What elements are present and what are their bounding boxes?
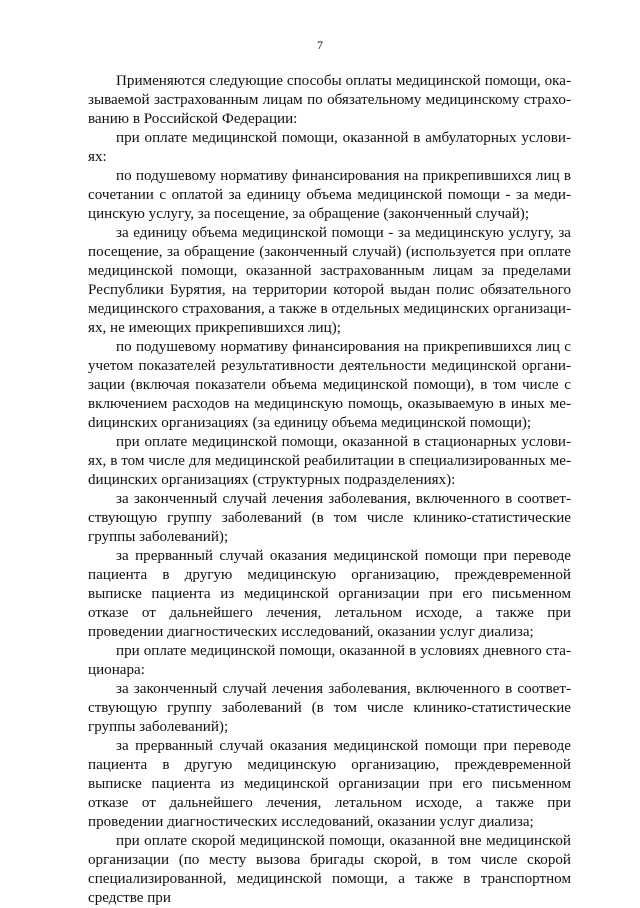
paragraph-day-hospital-interrupted-case: за прерванный случай оказания медицинской помощи при переводе пациента в другую медицинскую организацию, преждевременной выписке пациента из медицинской организации при его письменном отказе от дальнейшего лечения, летальном исходе, а также при проведении диагностических исследований, оказании услуг диализа; — [88, 738, 571, 830]
paragraph-inpatient-heading: при оплате медицинской помощи, оказанной в стационарных условиях, в том числе для медицинской реабилитации в специализированных меdицинских организациях (структурных подразделениях): — [88, 434, 571, 488]
paragraph-outpatient-heading: при оплате медицинской помощи, оказанной в амбулаторных условиях: — [88, 130, 571, 165]
paragraph-outpatient-per-capita-performance: по подушевому нормативу финансирования на прикрепившихся лиц с учетом показателей результативности деятельности медицинской организации (включая показатели объема медицинской помощи), в том числе с включением расходов на медицинскую помощь, оказываемую в иных меdицинских организациях (за единицу объема медицинской помощи); — [88, 339, 571, 431]
paragraph-outpatient-per-unit: за единицу объема медицинской помощи - за медицинскую услугу, за посещение, за обращение (законченный случай) (используется при оплате медицинской помощи, оказанной застрахованным лицам за пределами Республики Бурятия, на территории которой выдан полис обязательного медицинского страхования, а также в отдельных медицинских организациях, не имеющих прикрепившихся лиц); — [88, 225, 571, 336]
paragraph-inpatient-interrupted-case: за прерванный случай оказания медицинской помощи при переводе пациента в другую медицинскую организацию, преждевременной выписке пациента из медицинской организации при его письменном отказе от дальнейшего лечения, летальном исходе, а также при проведении диагностических исследований, оказании услуг диализа; — [88, 548, 571, 640]
document-body — [88, 72, 571, 908]
paragraph-day-hospital-completed-case: за законченный случай лечения заболевания, включенного в соответствующую группу заболеваний (в том числе клинико-статистические группы заболеваний); — [88, 681, 571, 735]
paragraph-day-hospital-heading: при оплате медицинской помощи, оказанной в условиях дневного стационара: — [88, 643, 571, 678]
paragraph-outpatient-per-capita-combined: по подушевому нормативу финансирования на прикрепившихся лиц в сочетании с оплатой за единицу объема медицинской помощи - за медицинскую услугу, за посещение, за обращение (законченный случай); — [88, 168, 571, 222]
paragraph-emergency-care: при оплате скорой медицинской помощи, оказанной вне медицинской организации (по месту вызова бригады скорой, в том числе скорой специализированной, медицинской помощи, а также в транспортном средстве при — [88, 833, 571, 906]
page-number: 7 — [317, 38, 323, 52]
paragraph-inpatient-completed-case: за законченный случай лечения заболевания, включенного в соответствующую группу заболеваний (в том числе клинико-статистические группы заболеваний); — [88, 491, 571, 545]
paragraph-payment-methods-intro: Применяются следующие способы оплаты медицинской помощи, оказываемой застрахованным лицам по обязательному медицинскому страхованию в Российской Федерации: — [88, 73, 571, 127]
